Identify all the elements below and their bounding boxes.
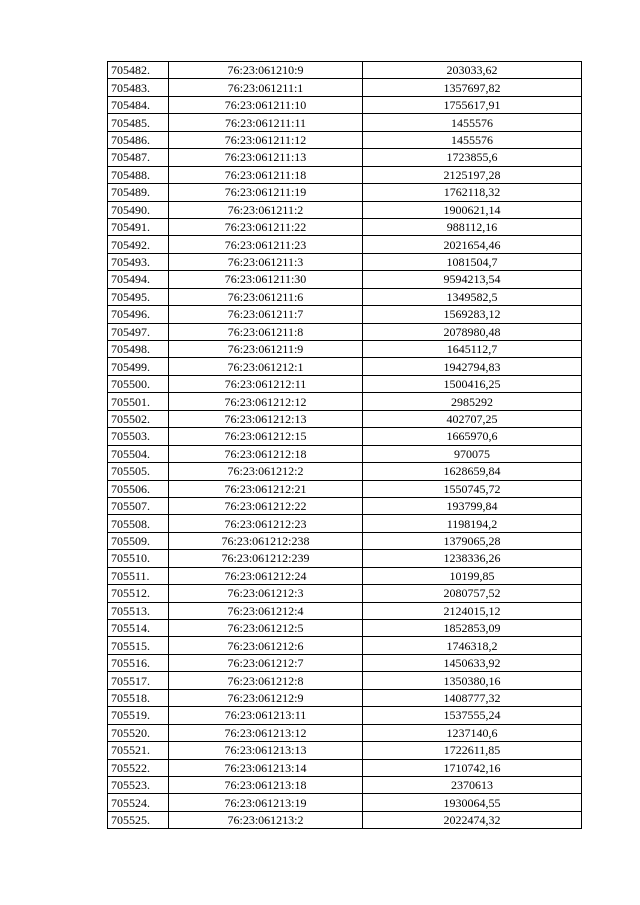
cadastral-number-cell: 76:23:061211:6 [169,288,363,305]
cadastral-number-cell: 76:23:061212:5 [169,620,363,637]
cadastral-number-cell: 76:23:061213:12 [169,724,363,741]
cadastral-value-cell: 1537555,24 [363,707,582,724]
table-row [108,341,582,358]
cadastral-value-cell: 1755617,91 [363,96,582,113]
row-number-cell: 705483. [108,79,169,96]
cadastral-number-cell: 76:23:061213:14 [169,759,363,776]
row-number-cell: 705493. [108,253,169,270]
cadastral-number-cell: 76:23:061212:7 [169,654,363,671]
table-row [108,149,582,166]
table-row [108,480,582,497]
table-row [108,410,582,427]
row-number-cell: 705510. [108,550,169,567]
cadastral-value-cell: 2021654,46 [363,236,582,253]
row-number-cell: 705521. [108,742,169,759]
cadastral-value-cell: 1900621,14 [363,201,582,218]
row-number-cell: 705488. [108,166,169,183]
row-number-cell: 705491. [108,218,169,235]
row-number-cell: 705487. [108,149,169,166]
cadastral-value-cell: 1645112,7 [363,341,582,358]
cadastral-number-cell: 76:23:061213:11 [169,707,363,724]
cadastral-value-cell: 1455576 [363,114,582,131]
table-row [108,602,582,619]
cadastral-value-cell: 1665970,6 [363,428,582,445]
table-row [108,62,582,79]
cadastral-number-cell: 76:23:061212:1 [169,358,363,375]
cadastral-number-cell: 76:23:061212:22 [169,497,363,514]
table-row [108,497,582,514]
table-body [108,62,582,829]
cadastral-value-cell: 1350380,16 [363,672,582,689]
table-row [108,306,582,323]
cadastral-value-cell: 9594213,54 [363,271,582,288]
row-number-cell: 705482. [108,62,169,79]
row-number-cell: 705517. [108,672,169,689]
table-row [108,463,582,480]
cadastral-number-cell: 76:23:061211:3 [169,253,363,270]
cadastral-value-cell: 1852853,09 [363,620,582,637]
cadastral-number-cell: 76:23:061212:12 [169,393,363,410]
row-number-cell: 705508. [108,515,169,532]
row-number-cell: 705509. [108,532,169,549]
cadastral-number-cell: 76:23:061211:19 [169,184,363,201]
row-number-cell: 705514. [108,620,169,637]
cadastral-value-cell: 402707,25 [363,410,582,427]
table-row [108,114,582,131]
table-row [108,532,582,549]
cadastral-number-cell: 76:23:061211:11 [169,114,363,131]
row-number-cell: 705524. [108,794,169,811]
cadastral-number-cell: 76:23:061211:9 [169,341,363,358]
row-number-cell: 705501. [108,393,169,410]
cadastral-value-cell: 1569283,12 [363,306,582,323]
table-row [108,428,582,445]
row-number-cell: 705484. [108,96,169,113]
cadastral-value-cell: 1081504,7 [363,253,582,270]
cadastral-number-cell: 76:23:061212:4 [169,602,363,619]
row-number-cell: 705496. [108,306,169,323]
cadastral-number-cell: 76:23:061211:23 [169,236,363,253]
table-row [108,707,582,724]
cadastral-value-cell: 2078980,48 [363,323,582,340]
cadastral-number-cell: 76:23:061212:23 [169,515,363,532]
cadastral-value-cell: 1500416,25 [363,375,582,392]
row-number-cell: 705503. [108,428,169,445]
cadastral-number-cell: 76:23:061211:7 [169,306,363,323]
cadastral-value-cell: 1198194,2 [363,515,582,532]
cadastral-number-cell: 76:23:061212:6 [169,637,363,654]
row-number-cell: 705499. [108,358,169,375]
cadastral-value-cell: 2022474,32 [363,811,582,828]
cadastral-value-cell: 1628659,84 [363,463,582,480]
table-row [108,393,582,410]
table-row [108,253,582,270]
table-row [108,637,582,654]
cadastral-number-cell: 76:23:061212:15 [169,428,363,445]
cadastral-value-cell: 1408777,32 [363,689,582,706]
row-number-cell: 705520. [108,724,169,741]
table-row [108,79,582,96]
table-row [108,672,582,689]
cadastral-value-cell: 1746318,2 [363,637,582,654]
cadastral-value-cell: 2124015,12 [363,602,582,619]
table-row [108,236,582,253]
cadastral-value-cell: 1930064,55 [363,794,582,811]
row-number-cell: 705516. [108,654,169,671]
cadastral-number-cell: 76:23:061212:3 [169,585,363,602]
row-number-cell: 705513. [108,602,169,619]
table-row [108,654,582,671]
table-row [108,201,582,218]
cadastral-value-cell: 1238336,26 [363,550,582,567]
table-row [108,776,582,793]
table-row [108,323,582,340]
row-number-cell: 705494. [108,271,169,288]
cadastral-number-cell: 76:23:061211:10 [169,96,363,113]
cadastral-number-cell: 76:23:061211:8 [169,323,363,340]
cadastral-value-cell: 1722611,85 [363,742,582,759]
row-number-cell: 705525. [108,811,169,828]
cadastral-number-cell: 76:23:061211:1 [169,79,363,96]
table-row [108,184,582,201]
cadastral-value-cell: 1357697,82 [363,79,582,96]
table-row [108,218,582,235]
cadastral-number-cell: 76:23:061211:12 [169,131,363,148]
table-row [108,742,582,759]
cadastral-number-cell: 76:23:061212:11 [169,375,363,392]
table-row [108,166,582,183]
cadastral-value-cell: 1550745,72 [363,480,582,497]
cadastral-value-cell: 1379065,28 [363,532,582,549]
table-row [108,96,582,113]
row-number-cell: 705492. [108,236,169,253]
cadastral-number-cell: 76:23:061211:13 [169,149,363,166]
cadastral-number-cell: 76:23:061213:13 [169,742,363,759]
cadastral-value-cell: 1762118,32 [363,184,582,201]
cadastral-value-cell: 2370613 [363,776,582,793]
table-row [108,794,582,811]
cadastral-number-cell: 76:23:061211:22 [169,218,363,235]
cadastral-value-cell: 193799,84 [363,497,582,514]
row-number-cell: 705519. [108,707,169,724]
row-number-cell: 705523. [108,776,169,793]
cadastral-number-cell: 76:23:061212:9 [169,689,363,706]
cadastral-number-cell: 76:23:061213:19 [169,794,363,811]
cadastral-number-cell: 76:23:061212:21 [169,480,363,497]
cadastral-number-cell: 76:23:061212:239 [169,550,363,567]
cadastral-value-cell: 2080757,52 [363,585,582,602]
row-number-cell: 705506. [108,480,169,497]
table-row [108,689,582,706]
table-row [108,567,582,584]
row-number-cell: 705495. [108,288,169,305]
row-number-cell: 705502. [108,410,169,427]
cadastral-number-cell: 76:23:061212:238 [169,532,363,549]
row-number-cell: 705490. [108,201,169,218]
row-number-cell: 705507. [108,497,169,514]
table-row [108,288,582,305]
table-row [108,620,582,637]
row-number-cell: 705522. [108,759,169,776]
table-row [108,550,582,567]
row-number-cell: 705500. [108,375,169,392]
table-row [108,585,582,602]
row-number-cell: 705498. [108,341,169,358]
cadastral-number-cell: 76:23:061212:24 [169,567,363,584]
cadastral-number-cell: 76:23:061212:8 [169,672,363,689]
cadastral-number-cell: 76:23:061211:30 [169,271,363,288]
cadastral-value-cell: 1455576 [363,131,582,148]
cadastral-value-cell: 1237140,6 [363,724,582,741]
row-number-cell: 705515. [108,637,169,654]
table-row [108,131,582,148]
cadastral-value-cell: 1942794,83 [363,358,582,375]
cadastral-number-cell: 76:23:061213:18 [169,776,363,793]
cadastral-number-cell: 76:23:061212:2 [169,463,363,480]
row-number-cell: 705504. [108,445,169,462]
row-number-cell: 705511. [108,567,169,584]
cadastral-value-cell: 10199,85 [363,567,582,584]
cadastral-number-cell: 76:23:061212:13 [169,410,363,427]
cadastral-number-cell: 76:23:061211:2 [169,201,363,218]
table-row [108,515,582,532]
cadastral-number-cell: 76:23:061211:18 [169,166,363,183]
table-row [108,271,582,288]
row-number-cell: 705489. [108,184,169,201]
cadastral-value-cell: 988112,16 [363,218,582,235]
cadastral-value-cell: 2985292 [363,393,582,410]
cadastral-value-cell: 1710742,16 [363,759,582,776]
cadastral-value-cell: 2125197,28 [363,166,582,183]
cadastral-value-cell: 970075 [363,445,582,462]
table-row [108,375,582,392]
row-number-cell: 705505. [108,463,169,480]
row-number-cell: 705485. [108,114,169,131]
cadastral-value-cell: 1349582,5 [363,288,582,305]
cadastral-value-cell: 1450633,92 [363,654,582,671]
row-number-cell: 705486. [108,131,169,148]
table-row [108,811,582,828]
table-row [108,358,582,375]
row-number-cell: 705497. [108,323,169,340]
cadastral-number-cell: 76:23:061212:18 [169,445,363,462]
table-row [108,759,582,776]
table-row [108,445,582,462]
cadastral-number-cell: 76:23:061213:2 [169,811,363,828]
cadastral-value-cell: 203033,62 [363,62,582,79]
cadastral-value-cell: 1723855,6 [363,149,582,166]
cadastral-value-table [107,61,582,829]
cadastral-number-cell: 76:23:061210:9 [169,62,363,79]
row-number-cell: 705512. [108,585,169,602]
table-row [108,724,582,741]
row-number-cell: 705518. [108,689,169,706]
